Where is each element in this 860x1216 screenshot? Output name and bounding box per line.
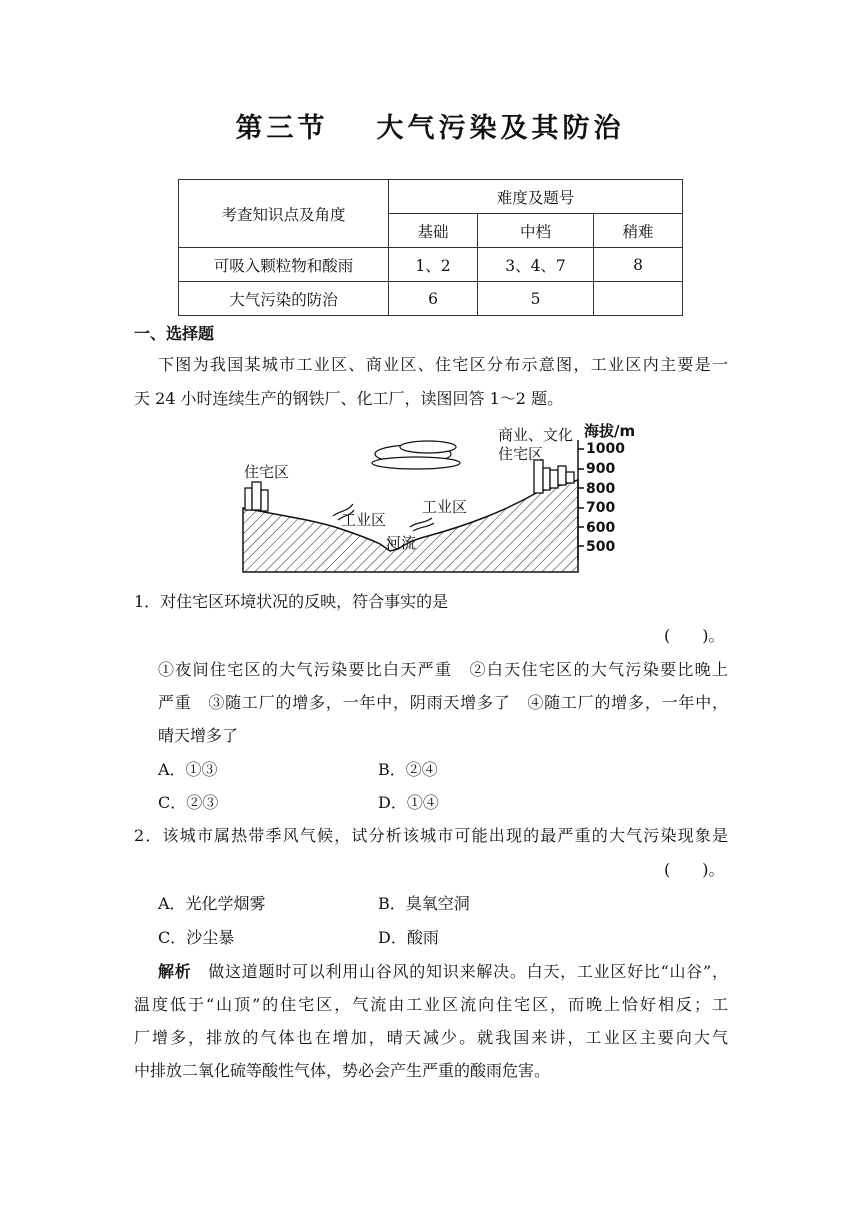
- table-cell-topic: 大气污染的防治: [179, 282, 389, 316]
- table-row: [179, 248, 683, 282]
- axis-tick-label: 500: [586, 539, 616, 555]
- question-1-statement-line: ①夜间住宅区的大气污染要比白天严重 ②白天住宅区的大气污染要比晚上: [158, 660, 728, 679]
- label-industry-right: 工业区: [422, 498, 468, 516]
- section-title: 大气污染及其防治: [376, 113, 625, 144]
- altitude-axis: [578, 440, 584, 560]
- question-1-option-c: C．②③: [158, 793, 219, 812]
- table-cell-medium: 3、4、7: [478, 248, 594, 282]
- table-header-topic: 考查知识点及角度: [179, 180, 389, 248]
- table-header-hard: 稍难: [594, 214, 683, 248]
- smoke-right-icon: [410, 518, 434, 531]
- axis-tick-label: 1000: [586, 441, 625, 457]
- table-header-basic: 基础: [389, 214, 478, 248]
- label-right-residential: 住宅区: [498, 445, 544, 463]
- axis-tick-label: 700: [586, 500, 616, 516]
- axis-title: 海拔/m: [584, 422, 636, 440]
- question-2-option-a: A．光化学烟雾: [158, 894, 266, 913]
- analysis-text: 做这道题时可以利用山谷风的知识来解决。白天，工业区好比“山谷”，: [191, 962, 728, 981]
- analysis-label: 解析: [158, 962, 192, 981]
- question-1-option-a: A．①③: [158, 760, 218, 779]
- table-cell-hard: [594, 282, 683, 316]
- axis-tick-label: 800: [586, 481, 616, 497]
- section-number: 第三节: [235, 113, 329, 144]
- table-header-difficulty: 难度及题号: [389, 180, 683, 214]
- table-cell-topic: 可吸入颗粒物和酸雨: [179, 248, 389, 282]
- analysis-line-3: 厂增多，排放的气体也在增加，晴天减少。就我国来讲，工业区主要向大气: [134, 1028, 728, 1047]
- table-cell-basic: 6: [389, 282, 478, 316]
- analysis-line-1: [158, 959, 728, 982]
- section-heading: 一、选择题: [134, 324, 215, 343]
- city-terrain-diagram: [238, 420, 636, 575]
- table-cell-hard: 8: [594, 248, 683, 282]
- question-1-answer-bracket: ( )。: [664, 626, 725, 645]
- label-industry-left: 工业区: [341, 511, 387, 529]
- question-1-statement-line: 严重 ③随工厂的增多，一年中，阴雨天增多了 ④随工厂的增多，一年中，: [158, 693, 728, 712]
- analysis-line-2: 温度低于“山顶”的住宅区，气流由工业区流向住宅区，而晚上恰好相反；工: [134, 995, 728, 1014]
- table-row: [179, 282, 683, 316]
- question-1-option-b: B．②④: [378, 760, 438, 779]
- question-2-stem: 2．该城市属热带季风气候，试分析该城市可能出现的最严重的大气污染现象是: [134, 826, 728, 845]
- table-cell-medium: 5: [478, 282, 594, 316]
- question-2-option-b: B．臭氧空洞: [378, 894, 470, 913]
- left-residential-buildings: [245, 482, 268, 511]
- question-1-statement-line: 晴天增多了: [158, 726, 239, 745]
- label-left-residential: 住宅区: [244, 463, 290, 481]
- analysis-line-4: 中排放二氧化硫等酸性气体，势必会产生严重的酸雨危害。: [134, 1061, 551, 1080]
- table-header-medium: 中档: [478, 214, 594, 248]
- axis-tick-label: 600: [586, 520, 616, 536]
- question-2-option-d: D．酸雨: [378, 928, 439, 947]
- axis-tick-label: 900: [586, 461, 616, 477]
- question-1-stem: 1．对住宅区环境状况的反映，符合事实的是: [134, 592, 449, 611]
- knowledge-table: [178, 179, 683, 316]
- question-1-option-d: D．①④: [378, 793, 439, 812]
- table-cell-basic: 1、2: [389, 248, 478, 282]
- intro-line-2: 天 24 小时连续生产的钢铁厂、化工厂，读图回答 1～2 题。: [134, 389, 564, 408]
- page-title: [0, 106, 860, 145]
- intro-line-1: 下图为我国某城市工业区、商业区、住宅区分布示意图，工业区内主要是一: [158, 355, 728, 374]
- label-commercial-cultural: 商业、文化: [498, 426, 574, 444]
- question-2-answer-bracket: ( )。: [664, 860, 725, 879]
- label-river: 河流: [386, 534, 417, 552]
- question-2-option-c: C．沙尘暴: [158, 928, 235, 947]
- cloud-icon: [372, 441, 460, 469]
